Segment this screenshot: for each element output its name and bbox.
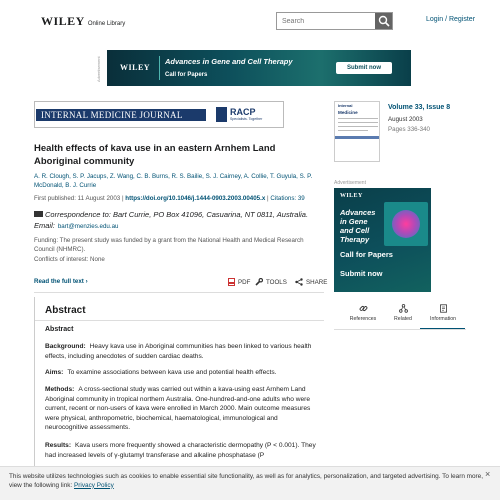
abstract-background [45,342,320,361]
issue-date: August 2003 [388,116,423,123]
journal-cover-image[interactable] [334,101,380,162]
share-icon [295,278,303,286]
ad-label: Advertisement [334,180,366,186]
racp-tagline: Specialists. Together [230,117,263,121]
journal-name: INTERNAL MEDICINE JOURNAL [41,110,183,120]
sidebar-tabs [334,304,466,326]
citations-link[interactable]: Citations: 39 [270,195,305,202]
tab-references[interactable] [342,304,384,326]
pdf-label: PDF [238,278,251,286]
abstract-aims [45,368,320,378]
share-button[interactable] [295,278,327,286]
abstract-text: Heavy kava use in Aboriginal communities has been linked to various health effects, including anecdotes of sudden cardiac deaths. [45,343,312,360]
search-button[interactable] [375,13,392,29]
cookie-banner [0,466,500,500]
ad-label: Advertisement [96,56,101,82]
racp-logo-icon [216,107,227,122]
abstract-section [34,297,324,467]
read-full-text-link[interactable] [34,278,88,285]
related-icon [399,304,408,313]
site-header [0,0,500,42]
tab-related[interactable] [382,304,424,326]
abstract-text: A cross-sectional study was carried out within a kava-using east Arnhem Land Aboriginal community in tropical northern Australia. One-hundred-and-one adults who were current, recent or non-users of kava were enrolled in March 2000. Main outcome measures were physical, anthropometric, biochemical, haematological, immunological and neurocognitive assessments. [45,386,311,432]
cover-band [335,136,380,139]
logo-brand: WILEY [41,14,85,28]
ad-title: Advances in Gene and Cell Therapy [340,208,376,244]
author-list[interactable]: A. R. Clough, S. P. Jacups, Z. Wang, C. B. Burns, R. S. Bailie, S. J. Cairney, A. Collie, T. Guyula, S. P. McDonald, B. J. Currie [34,173,313,189]
info-icon [439,304,448,313]
top-banner-ad[interactable] [107,50,411,86]
link-icon [359,304,368,313]
search-box [276,12,393,30]
abstract-results [45,441,320,460]
tab-label: Related [394,316,412,322]
abstract-label: Methods: [45,386,75,393]
cookie-text [9,473,493,490]
abstract-text: To examine associations between kava use and potential health effects. [67,369,277,376]
article-title: Health effects of kava use in an eastern Arnhem Land Aboriginal community [34,143,276,167]
ad-cell-image [392,210,420,238]
ad-submit[interactable]: Submit now [340,269,383,278]
abstract-subheading: Abstract [45,326,74,333]
abstract-label: Results: [45,442,72,449]
privacy-policy-link[interactable]: Privacy Policy [74,481,114,489]
tab-label: Information [430,316,456,322]
tab-information[interactable] [422,304,464,326]
email-line [34,221,118,230]
first-published: First published: 11 August 2003 [34,195,121,202]
cover-title-line2: Medicine [338,110,358,115]
abstract-heading: Abstract [45,305,86,316]
issue-pages: Pages 336-340 [388,126,430,133]
correspondence [34,210,324,220]
search-input[interactable] [277,13,375,29]
separator: | [267,195,271,202]
ad-brand: WILEY [340,193,363,199]
correspondence-text: Correspondence to: Bart Currie, PO Box 41096, Casuarina, NT 0811, Australia. [45,210,309,219]
cookie-message: This website utilizes technologies such as cookies to enable essential site functionality, as well as for analytics, personalization, and targeted advertising. To learn more, view the following link: [9,473,483,489]
search-icon [378,15,390,27]
racp-name: RACP [230,107,256,117]
article-actions [34,277,328,289]
funding-statement: Funding: The present study was funded by a grant from the National Health and Medical Research Council (NHMRC). [34,237,304,253]
divider [34,292,324,293]
issue-volume-link[interactable]: Volume 33, Issue 8 [388,104,451,111]
wrench-icon [255,278,263,286]
ad-call-for-papers: Call for Papers [340,250,393,259]
login-register-link[interactable]: Login / Register [426,16,476,23]
email-link[interactable]: bart@menzies.edu.au [57,223,119,230]
logo-suffix: Online Library [87,21,126,27]
sidebar-ad[interactable] [334,188,431,292]
journal-banner[interactable] [34,101,284,128]
pdf-icon [228,278,235,286]
ad-submit-button[interactable]: Submit now [336,62,392,74]
ad-divider [159,56,160,80]
tools-label: TOOLS [266,278,287,286]
share-label: SHARE [306,278,328,286]
pdf-button[interactable] [228,278,250,286]
divider [334,329,466,330]
ad-subtitle: Call for Papers [165,72,208,78]
abstract-text: Kava users more frequently showed a characteristic dermopathy (P < 0.001). They had increased levels of γ-glutamyl transferase and alkaline phosphatase (P [45,442,316,459]
divider [35,320,324,321]
wiley-logo[interactable] [41,14,125,29]
tools-button[interactable] [255,278,287,286]
cover-text-lines [338,118,378,134]
envelope-icon [34,211,43,217]
cover-title: Internal [338,103,353,108]
abstract-label: Background: [45,343,86,350]
publication-info [34,195,334,202]
abstract-label: Aims: [45,369,64,376]
email-label: Email: [34,221,55,230]
ad-brand: WILEY [120,63,151,72]
conflicts-statement: Conflicts of interest: None [34,256,105,263]
separator: | [121,195,126,202]
chevron-right-icon: › [85,278,88,285]
close-icon[interactable]: × [485,469,491,479]
abstract-methods [45,385,320,433]
doi-link[interactable]: https://doi.org/10.1046/j.1444-0903.2003.00405.x [125,195,266,202]
ad-title: Advances in Gene and Cell Therapy [165,57,293,66]
tab-label: References [349,316,377,322]
read-full-label: Read the full text [34,278,84,285]
